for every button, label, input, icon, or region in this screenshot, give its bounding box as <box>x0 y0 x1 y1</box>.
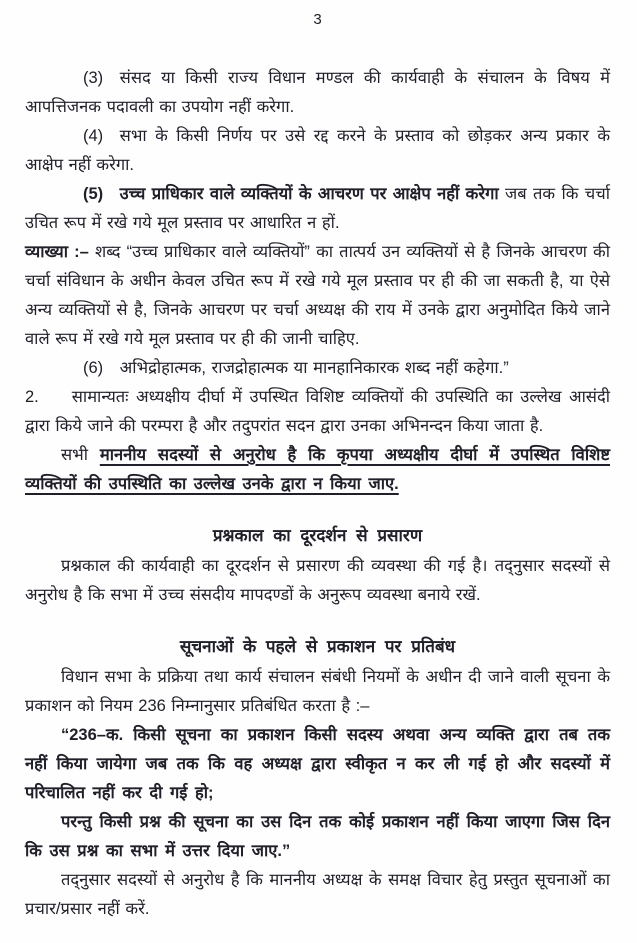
clause-5 <box>25 180 610 238</box>
text-run: शब्द “उच्च प्राधिकार वाले व्यक्तियों” का तात्पर्य उन व्यक्तियों से है जिनके आचरण की चर्चा संविधान के अधीन केवल उचित रूप में रखे गये मूल प्रस्ताव पर ही की जा सकती है, या ऐसे अन्य व्यक्तियों से है, जिनके आचरण पर चर्चा अध्यक्ष की राय में उनके द्वारा अनुमोदित किये जाने वाले रूप में रखे गये मूल प्रस्ताव पर ही की जानी चाहिए. <box>25 243 610 348</box>
text-run: सूचनाओं के पहले से प्रकाशन पर प्रतिबंध <box>179 637 456 656</box>
text-run: (6) अभिद्रोहात्मक, राजद्रोहात्मक या मानहानिकारक शब्द नहीं कहेगा.” <box>83 359 509 377</box>
para-doordarshan <box>25 552 610 610</box>
text-run: 2. सामान्यतः अध्यक्षीय दीर्घा में उपस्थित विशिष्ट व्यक्तियों की उपस्थिति का उल्लेख आसंदी द्वारा किये जाने की परम्परा है और तदुपरांत सदन द्वारा उनका अभिनन्दन किया जाता है. <box>25 388 610 435</box>
text-run: माननीय सदस्यों से अनुरोध है कि कृपया अध्यक्षीय दीर्घा में उपस्थित विशिष्ट व्यक्तियों की उपस्थिति का उल्लेख उनके द्वारा न किया जाए. <box>25 446 610 493</box>
heading-publication-ban <box>25 632 610 661</box>
para-rule236-text <box>25 721 610 808</box>
explanation-para <box>25 238 610 354</box>
text-run: (3) संसद या किसी राज्य विधान मण्डल की कार्यवाही के संचालन के विषय में आपत्तिजनक पदावली का उपयोग नहीं करेगा. <box>25 69 610 116</box>
request-para <box>25 441 610 499</box>
text-run: जब तक कि चर्चा उचित रूप में रखे गये मूल प्रस्ताव पर आधारित न हों. <box>25 185 610 232</box>
clause-3 <box>25 64 610 122</box>
text-run: प्रश्नकाल का दूरदर्शन से प्रसारण <box>212 526 423 545</box>
document-body <box>25 64 610 924</box>
heading-doordarshan <box>25 521 610 550</box>
para-closing <box>25 866 610 924</box>
para-2 <box>25 383 610 441</box>
text-run: विधान सभा के प्रक्रिया तथा कार्य संचालन संबंधी नियमों के अधीन दी जाने वाली सूचना के प्रकाशन को नियम 236 निम्नानुसार प्रतिबंधित करता है :– <box>25 668 610 715</box>
page-number: 3 <box>313 11 322 28</box>
clause-4 <box>25 122 610 180</box>
para-rule236-proviso <box>25 808 610 866</box>
text-run: “236–क. किसी सूचना का प्रकाशन किसी सदस्य अथवा अन्य व्यक्ति द्वारा तब तक नहीं किया जायेगा जब तक कि वह अध्यक्ष द्वारा स्वीकृत न कर ली गई हो और सदस्यों में परिचालित नहीं कर दी गई हो; <box>25 726 610 802</box>
text-run: तद्नुसार सदस्यों से अनुरोध है कि माननीय अध्यक्ष के समक्ष विचार हेतु प्रस्तुत सूचनाओं का प्रचार/प्रसार नहीं करें. <box>25 871 610 918</box>
text-run: (4) सभा के किसी निर्णय पर उसे रद्द करने के प्रस्ताव को छोड़कर अन्य प्रकार के आक्षेप नहीं करेगा. <box>25 127 610 174</box>
text-run: प्रश्नकाल की कार्यवाही का दूरदर्शन से प्रसारण की व्यवस्था की गई है। तद्नुसार सदस्यों से अनुरोध है कि सभा में उच्च संसदीय मापदण्डों के अनुरूप व्यवस्था बनाये रखें. <box>25 557 610 604</box>
clause-6 <box>25 354 610 383</box>
para-rule236-intro <box>25 663 610 721</box>
text-run: व्याख्या :– <box>25 243 89 261</box>
text-run: (5) उच्च प्राधिकार वाले व्यक्तियों के आचरण पर आक्षेप नहीं करेगा <box>83 185 499 203</box>
text-run: सभी <box>61 446 100 464</box>
text-run: परन्तु किसी प्रश्न की सूचना का उस दिन तक कोई प्रकाशन नहीं किया जाएगा जिस दिन कि उस प्रश्न का सभा में उत्तर दिया जाए.” <box>25 813 610 860</box>
